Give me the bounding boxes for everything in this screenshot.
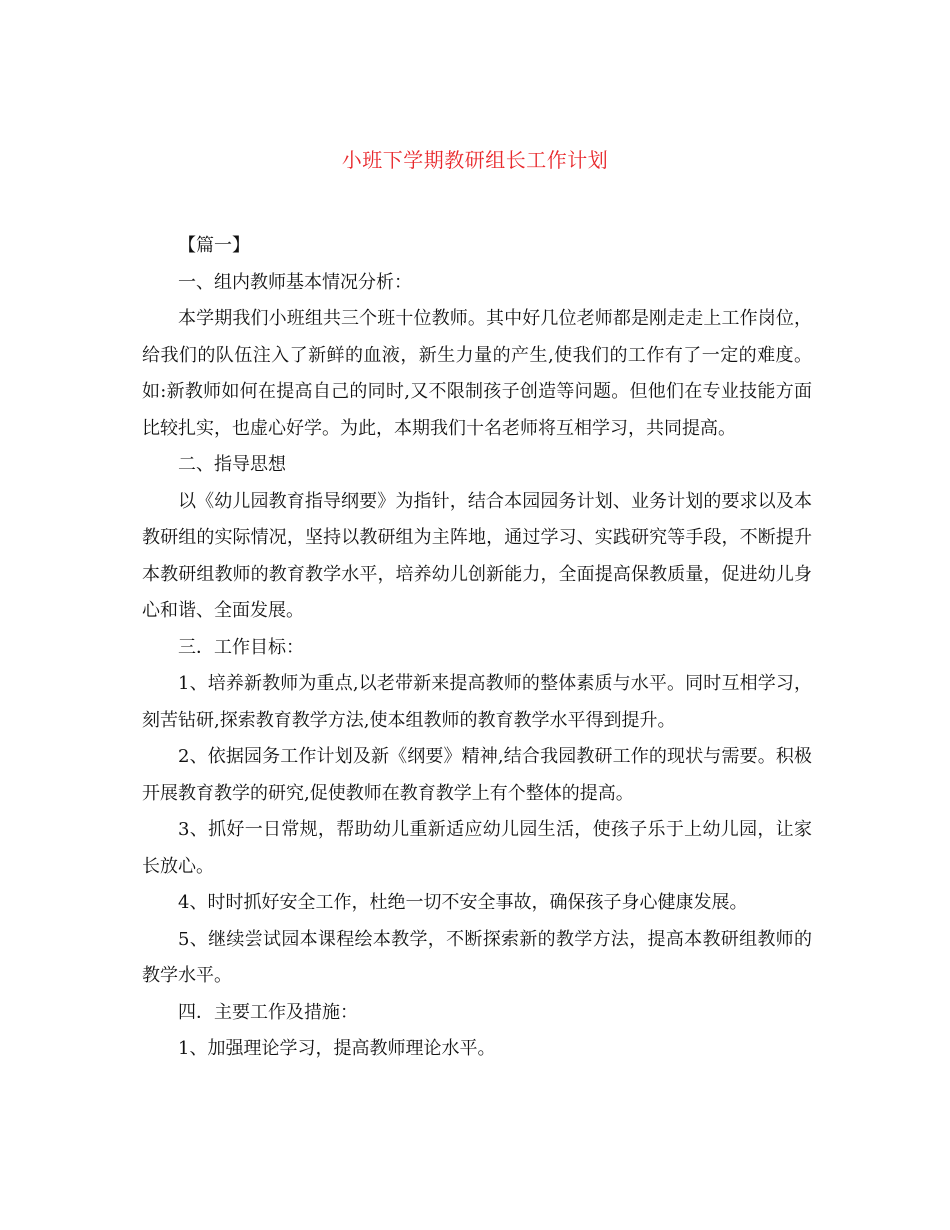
- section-label: 【篇一】: [178, 235, 250, 256]
- heading-guiding-idea: 二、指导思想: [178, 454, 286, 475]
- goal-item-3: 3、抓好一日常规，帮助幼儿重新适应幼儿园生活，使孩子乐于上幼儿园，让家长放心。: [142, 819, 812, 877]
- goal-item-4: 4、时时抓好安全工作，杜绝一切不安全事故，确保孩子身心健康发展。: [178, 892, 748, 913]
- goal-item-5: 5、继续尝试园本课程绘本教学，不断探索新的教学方法，提高本教研组教师的教学水平。: [142, 928, 812, 986]
- paragraph-teacher-analysis: 本学期我们小班组共三个班十位教师。其中好几位老师都是刚走走上工作岗位，给我们的队伍注入了新鲜的血液，新生力量的产生,使我们的工作有了一定的难度。如:新教师如何在提高自己的同时,又不限制孩子创造等问题。但他们在专业技能方面比较扎实，也虚心好学。为此，本期我们十名老师将互相学习，共同提高。: [142, 308, 812, 439]
- heading-work-goals: 三．工作目标：: [178, 636, 304, 658]
- heading-teacher-analysis: 一、组内教师基本情况分析：: [178, 271, 412, 293]
- work-item-1: 1、加强理论学习，提高教师理论水平。: [178, 1038, 496, 1059]
- goal-item-1: 1、培养新教师为重点,以老带新来提高教师的整体素质与水平。同时互相学习，刻苦钻研,探索教育教学方法,使本组教师的教育教学水平得到提升。: [142, 673, 812, 731]
- heading-main-work: 四．主要工作及措施：: [178, 1001, 358, 1023]
- paragraph-guiding-idea: 以《幼儿园教育指导纲要》为指针，结合本园园务计划、业务计划的要求以及本教研组的实际情况，坚持以教研组为主阵地，通过学习、实践研究等手段，不断提升本教研组教师的教育教学水平，培养幼儿创新能力，全面提高保教质量，促进幼儿身心和谐、全面发展。: [142, 490, 812, 621]
- document-title: 小班下学期教研组长工作计划: [341, 148, 609, 172]
- document-body: [142, 228, 812, 1068]
- goal-item-2: 2、依据园务工作计划及新《纲要》精神,结合我园教研工作的现状与需要。积极开展教育教学的研究,促使教师在教育教学上有个整体的提高。: [142, 746, 812, 804]
